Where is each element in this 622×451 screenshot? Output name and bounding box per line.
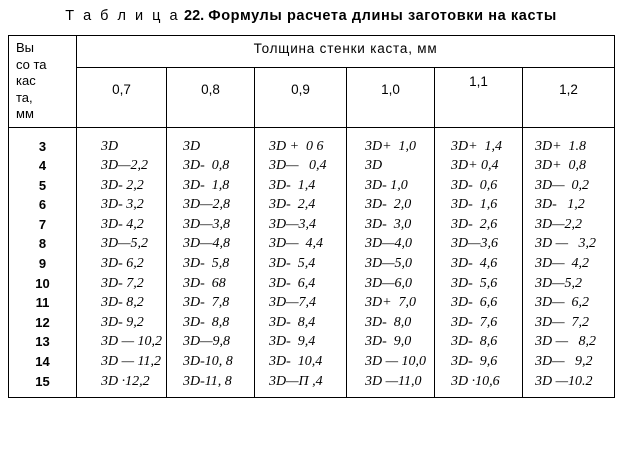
formula-cell: 3D- 2,6 xyxy=(451,216,498,232)
formula-cell: 3D—5,2 xyxy=(535,275,583,291)
formula-cell: 3D- 5,6 xyxy=(451,275,498,291)
formula-cell: 3D- 2,2 xyxy=(101,177,144,193)
formula-cell: 3D- 68 xyxy=(183,275,226,291)
heights-list xyxy=(9,128,76,398)
formula-cell: 3D— 0,4 xyxy=(269,158,327,174)
formula-cell: 3D— 4,2 xyxy=(535,256,590,272)
formula-cell: 3D —10.2 xyxy=(535,373,593,389)
height-value: 14 xyxy=(35,354,50,370)
table-caption xyxy=(0,8,622,24)
formula-cell: 3D — 3,2 xyxy=(535,236,597,252)
column-header-0 xyxy=(77,68,167,128)
formula-cell: 3D— 4,4 xyxy=(269,236,324,252)
formula-cell: 3D —11,0 xyxy=(365,373,422,389)
row-header-line-1: со та xyxy=(16,56,47,72)
height-value: 11 xyxy=(35,295,50,311)
formula-list-3 xyxy=(347,128,434,398)
formula-cell: 3D- 6,2 xyxy=(101,256,144,272)
formula-cell: 3D- 8,4 xyxy=(269,314,316,330)
formula-cell: 3D- 0,8 xyxy=(183,158,230,174)
formula-cell: 3D—4,0 xyxy=(365,236,413,252)
formula-cell: 3D- 8,6 xyxy=(451,334,498,350)
formula-cell: 3D- 1,4 xyxy=(269,177,316,193)
height-value: 15 xyxy=(35,373,50,389)
row-header-line-0: Вы xyxy=(16,40,35,55)
formula-cell: 3D- 7,2 xyxy=(101,275,144,291)
formula-cell: 3D—3,4 xyxy=(269,216,317,232)
formula-cell: 3D ·10,6 xyxy=(451,373,500,389)
formula-cell: 3D—2,8 xyxy=(183,197,231,213)
formula-cell: 3D—2,2 xyxy=(535,216,583,232)
height-value: 9 xyxy=(38,256,47,272)
formula-cell: 3D- 2,0 xyxy=(365,197,412,213)
formula-cell: 3D+ 7,0 xyxy=(365,295,417,311)
formula-cell: 3D+ 1.8 xyxy=(535,138,587,154)
height-value: 6 xyxy=(38,197,47,213)
column-header-value-2: 0,9 xyxy=(291,82,310,97)
caption-number: 22. xyxy=(184,8,205,24)
formula-cell: 3D + 0 6 xyxy=(269,138,324,154)
height-value: 5 xyxy=(38,177,47,193)
caption-title: Формулы расчета длины заготовки на касты xyxy=(208,8,557,24)
formula-cell: 3D—3,6 xyxy=(451,236,499,252)
formula-cell: 3D-10, 8 xyxy=(183,354,233,370)
formula-cell: 3D- 2,4 xyxy=(269,197,316,213)
formula-cell: 3D- 1,0 xyxy=(365,177,408,193)
table-header-row-2 xyxy=(9,68,615,128)
formula-cell: 3D- 1,6 xyxy=(451,197,498,213)
formula-cell: 3D- 1,8 xyxy=(183,177,230,193)
column-header-1 xyxy=(167,68,255,128)
formula-column-1 xyxy=(167,127,255,398)
formula-list-2 xyxy=(255,128,346,398)
formulas-table xyxy=(8,35,615,398)
caption-label: Т а б л и ц а xyxy=(65,8,181,24)
formula-cell: 3D+ 0,4 xyxy=(451,158,499,174)
formula-cell: 3D+ 1,0 xyxy=(365,138,417,154)
formula-cell: 3D- 6,6 xyxy=(451,295,498,311)
height-value: 4 xyxy=(38,158,47,174)
formula-column-4 xyxy=(435,127,523,398)
formula-cell: 3D— 7,2 xyxy=(535,314,590,330)
formula-cell: 3D- 3,0 xyxy=(365,216,412,232)
formula-cell: 3D — 11,2 xyxy=(101,354,162,370)
formula-cell: 3D+ 0,8 xyxy=(535,158,587,174)
formula-cell: 3D- 3,2 xyxy=(101,197,144,213)
column-header-2 xyxy=(255,68,347,128)
row-header-line-2: кас xyxy=(16,73,36,88)
formula-list-5 xyxy=(523,128,614,398)
formula-cell: 3D- 5,8 xyxy=(183,256,230,272)
formula-cell: 3D- 4,2 xyxy=(101,216,144,232)
formula-cell: 3D—5,2 xyxy=(101,236,149,252)
row-header-line-4: мм xyxy=(16,106,34,121)
formula-cell: 3D- 7,6 xyxy=(451,314,498,330)
formula-cell: 3D xyxy=(183,138,201,154)
column-header-value-0: 0,7 xyxy=(112,82,131,97)
formula-cell: 3D — 10,2 xyxy=(101,334,163,350)
formula-cell: 3D- 7,8 xyxy=(183,295,230,311)
column-header-5 xyxy=(523,68,615,128)
height-value: 12 xyxy=(35,314,50,330)
formula-cell: 3D—7,4 xyxy=(269,295,317,311)
formula-cell: 3D xyxy=(101,138,119,154)
formula-cell: 3D+ 1,4 xyxy=(451,138,503,154)
height-value: 8 xyxy=(38,236,47,252)
formula-cell: 3D- 9,0 xyxy=(365,334,412,350)
heights-column xyxy=(9,127,77,398)
formula-cell: 3D—2,2 xyxy=(101,158,149,174)
formula-cell: 3D- 4,6 xyxy=(451,256,498,272)
formula-cell: 3D- 6,4 xyxy=(269,275,316,291)
table-header-row-1 xyxy=(9,36,615,68)
formula-cell: 3D- 9,2 xyxy=(101,314,144,330)
formula-cell: 3D- 5,4 xyxy=(269,256,316,272)
formula-column-0 xyxy=(77,127,167,398)
group-header-cell: Толщина стенки каста, мм xyxy=(77,36,615,68)
column-header-4 xyxy=(435,68,523,128)
formula-cell: 3D- 8,8 xyxy=(183,314,230,330)
formula-column-5 xyxy=(523,127,615,398)
height-value: 10 xyxy=(35,275,50,291)
height-value: 7 xyxy=(38,216,47,232)
formula-cell: 3D- 10,4 xyxy=(269,354,323,370)
formula-cell: 3D-11, 8 xyxy=(183,373,232,389)
formula-cell: 3D — 8,2 xyxy=(535,334,597,350)
formula-cell: 3D — 10,0 xyxy=(365,354,427,370)
formula-cell: 3D—3,8 xyxy=(183,216,231,232)
formula-cell: 3D- 8,2 xyxy=(101,295,144,311)
formula-column-3 xyxy=(347,127,435,398)
formula-cell: 3D—5,0 xyxy=(365,256,413,272)
formula-cell: 3D- 9,6 xyxy=(451,354,498,370)
row-header-cell xyxy=(9,36,77,128)
row-header-line-3: та, xyxy=(16,89,33,105)
table-body-row xyxy=(9,127,615,398)
formula-cell: 3D—6,0 xyxy=(365,275,413,291)
formula-cell: 3D—П ,4 xyxy=(269,373,323,389)
height-value: 3 xyxy=(38,138,47,154)
formula-cell: 3D—9,8 xyxy=(183,334,231,350)
formula-cell: 3D ·12,2 xyxy=(101,373,150,389)
formula-cell: 3D- 8,0 xyxy=(365,314,412,330)
formula-column-2 xyxy=(255,127,347,398)
formula-cell: 3D xyxy=(365,158,383,174)
formula-list-1 xyxy=(167,128,254,398)
column-header-value-3: 1,0 xyxy=(381,82,400,97)
column-header-value-5: 1,2 xyxy=(559,82,578,97)
formula-list-4 xyxy=(435,128,522,398)
height-value: 13 xyxy=(35,334,50,350)
formula-cell: 3D- 0,6 xyxy=(451,177,498,193)
formula-cell: 3D- 1,2 xyxy=(535,197,585,213)
formula-cell: 3D—4,8 xyxy=(183,236,231,252)
column-header-3 xyxy=(347,68,435,128)
formula-cell: 3D— 9,2 xyxy=(535,354,593,370)
formula-cell: 3D— 6,2 xyxy=(535,295,590,311)
formula-cell: 3D- 9,4 xyxy=(269,334,316,350)
column-header-value-4: 1,1 xyxy=(469,74,488,89)
formula-list-0 xyxy=(77,128,166,398)
column-header-value-1: 0,8 xyxy=(201,82,220,97)
formula-cell: 3D— 0,2 xyxy=(535,177,590,193)
